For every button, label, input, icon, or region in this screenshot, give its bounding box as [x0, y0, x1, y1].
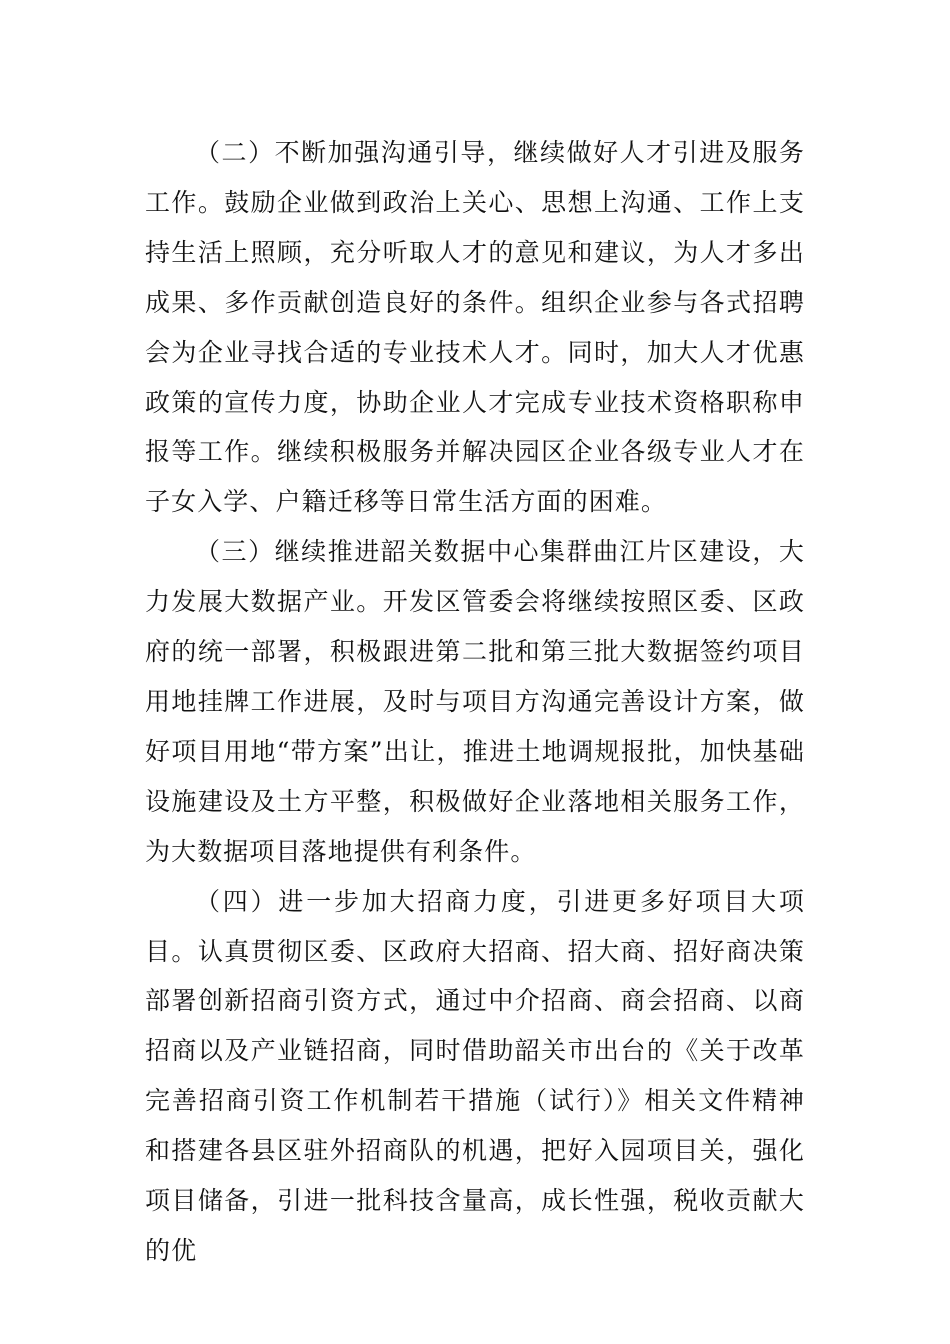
paragraph-talent-service: （二）不断加强沟通引导，继续做好人才引进及服务工作。鼓励企业做到政治上关心、思想上沟通、工作上支持生活上照顾，充分听取人才的意见和建议，为人才多出成果、多作贡献创造良好的条件。组织企业参与各式招聘会为企业寻找合适的专业技术人才。同时，加大人才优惠政策的宣传力度，协助企业人才完成专业技术资格职称申报等工作。继续积极服务并解决园区企业各级专业人才在子女入学、户籍迁移等日常生活方面的困难。: [145, 138, 805, 517]
paragraph-investment-promotion: （四）进一步加大招商力度，引进更多好项目大项目。认真贯彻区委、区政府大招商、招大商、招好商决策部署创新招商引资方式，通过中介招商、商会招商、以商招商以及产业链招商，同时借助韶关市出台的《关于改革完善招商引资工作机制若干措施（试行）》相关文件精神和搭建各县区驻外招商队的机遇，把好入园项目关，强化项目储备，引进一批科技含量高，成长性强，税收贡献大的优: [145, 886, 805, 1265]
document-body: [145, 128, 805, 1276]
paragraph-big-data-industry: （三）继续推进韶关数据中心集群曲江片区建设，大力发展大数据产业。开发区管委会将继续按照区委、区政府的统一部署，积极跟进第二批和第三批大数据签约项目用地挂牌工作进展，及时与项目方沟通完善设计方案，做好项目用地“带方案”出让，推进土地调规报批，加快基础设施建设及土方平整，积极做好企业落地相关服务工作，为大数据项目落地提供有利条件。: [145, 537, 805, 866]
